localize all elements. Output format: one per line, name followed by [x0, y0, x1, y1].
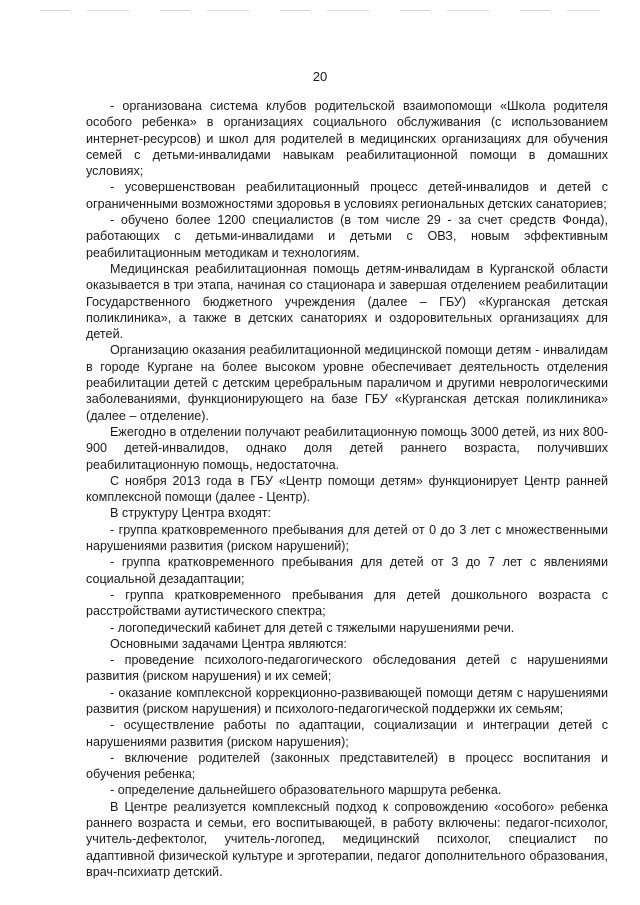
list-item-parents-involvement: - включение родителей (законных представителей) в процесс воспитания и обучения ребенка; — [86, 750, 608, 782]
paragraph-rehabilitation-department: Организацию оказания реабилитационной медицинской помощи детям - инвалидам в городе Кургане на более высоком уровне обеспечивает деятельность отделения реабилитации детей с детским церебральным параличом и другими неврологическими заболеваниями, функционирующего на базе ГБУ «Курганская детская поликлиника» (далее – отделение). — [86, 343, 608, 423]
list-item-correction-help: - оказание комплексной коррекционно-развивающей помощи детям с нарушениями развития (риском нарушения) и психолого-педагогической поддержки их семьям; — [86, 685, 608, 716]
paragraph-center-tasks: Основными задачами Центра являются: — [110, 636, 347, 651]
paragraph-annual-help: Ежегодно в отделении получают реабилитационную помощь 3000 детей, из них 800-900 детей-инвалидов, однако доля детей раннего возраста, получивших реабилитационную помощь, недостаточна. — [86, 424, 608, 472]
paragraph-clubs: - организована система клубов родительской взаимопомощи «Школа родителя особого ребенка» в организациях социального обслуживания (с использованием интернет-ресурсов) и школ для родителей в медицинских организациях для обучения семей с детьми-инвалидами навыкам реабилитационной помощи в домашних условиях; — [86, 99, 608, 179]
paragraph-specialists-trained: - обучено более 1200 специалистов (в том числе 29 - за счет средств Фонда), работающих с детьми-инвалидами и детьми с ОВЗ, новым эффективным реабилитационным методикам и технологиям. — [86, 213, 608, 260]
list-item-adaptation: - осуществление работы по адаптации, социализации и интеграции детей с нарушениями развития (риском нарушения); — [86, 718, 608, 749]
scan-artifact-line — [40, 10, 600, 11]
list-item-examination: - проведение психолого-педагогического обследования детей с нарушениями развития (риском нарушения) и их семей; — [86, 653, 608, 684]
paragraph-center-structure: В структуру Центра входят: — [110, 506, 272, 521]
list-item-group-0-3: - группа кратковременного пребывания для детей от 0 до 3 лет с множественными нарушениями развития (риском нарушений); — [86, 522, 608, 554]
list-item-speech-therapy: - логопедический кабинет для детей с тяжелыми нарушениями речи. — [110, 620, 515, 635]
paragraph-complex-approach: В Центре реализуется комплексный подход к сопровождению «особого» ребенка раннего возраста и семьи, его воспитывающей, в работу включены: педагог-психолог, учитель-дефектолог, учитель-логопед, медицинский психолог, специалист по адаптивной физической культуре и эрготерапии, педагог дополнительного образования, врач-психиатр детский. — [86, 799, 608, 879]
paragraph-center-founded: С ноября 2013 года в ГБУ «Центр помощи детям» функционирует Центр ранней комплексной помощи (далее - Центр). — [86, 473, 608, 505]
list-item-educational-route: - определение дальнейшего образовательного маршрута ребенка. — [110, 783, 502, 798]
paragraph-medical-rehabilitation: Медицинская реабилитационная помощь детям-инвалидам в Курганской области оказывается в три этапа, начиная со стационара и завершая отделением реабилитации Государственного бюджетного учреждения (далее – ГБУ) «Курганская детская поликлиника», а также в детских санаториях и оздоровительных организациях для детей. — [86, 261, 608, 342]
page-number: 20 — [312, 69, 328, 84]
paragraph-sanatoriums: - усовершенствован реабилитационный процесс детей-инвалидов и детей с ограниченными возможностями здоровья в условиях региональных детских санаториев; — [86, 180, 608, 211]
document-body — [86, 98, 608, 880]
list-item-group-3-7: - группа кратковременного пребывания для детей от 3 до 7 лет с явлениями социальной дезадаптации; — [86, 555, 608, 586]
list-item-group-autism: - группа кратковременного пребывания для детей дошкольного возраста с расстройствами аутистического спектра; — [86, 587, 608, 619]
